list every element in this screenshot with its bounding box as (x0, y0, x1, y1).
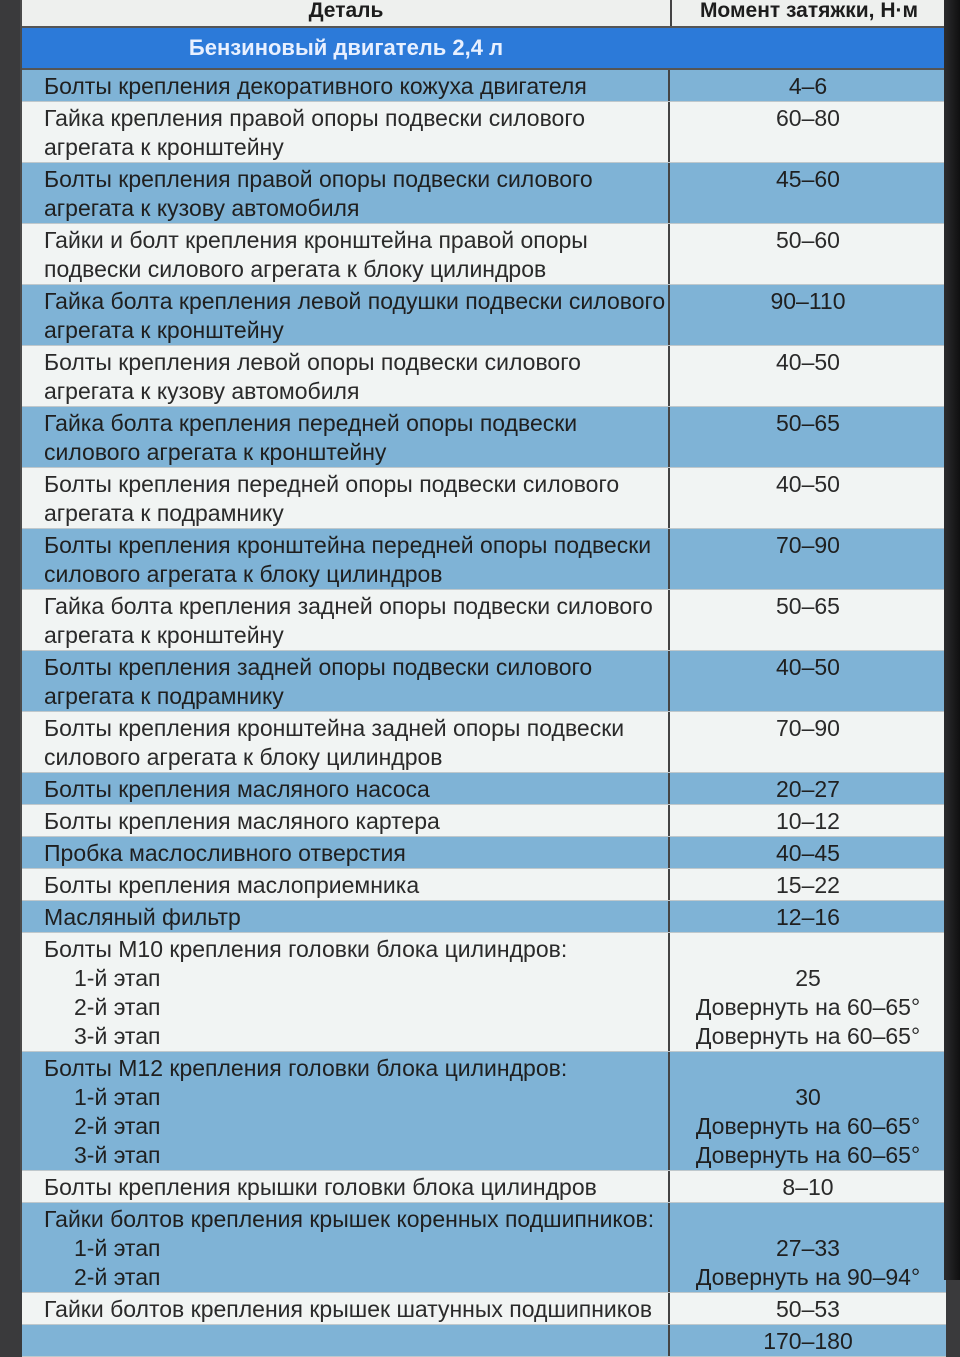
detail-line: 3-й этап (74, 1023, 161, 1049)
table-row (22, 468, 946, 529)
table-row (22, 407, 946, 468)
torque-cell (670, 468, 946, 528)
detail-line: агрегата к подрамнику (44, 683, 284, 709)
torque-cell (670, 837, 946, 868)
detail-line: Болты крепления кронштейна задней опоры подвески (44, 715, 625, 741)
detail-line: Болты крепления кронштейна передней опоры подвески (44, 532, 652, 558)
torque-cell (670, 1171, 946, 1202)
table-row (22, 285, 946, 346)
detail-cell (22, 224, 670, 284)
table-row (22, 1293, 946, 1325)
torque-value: 30 (795, 1084, 821, 1110)
detail-line: силового агрегата к блоку цилиндров (44, 561, 443, 587)
detail-line: Болты крепления масляного картера (44, 808, 440, 834)
torque-value: 170–180 (763, 1328, 853, 1354)
detail-line (44, 1327, 668, 1356)
torque-cell (670, 651, 946, 711)
detail-line: Гайки болтов крепления крышек коренных подшипников: (44, 1206, 655, 1232)
torque-cell (670, 70, 946, 101)
torque-value: 60–80 (776, 105, 840, 131)
table-row (22, 933, 946, 1052)
torque-value: 40–50 (776, 471, 840, 497)
table-row (22, 224, 946, 285)
detail-line: Болты крепления крышки головки блока цилиндров (44, 1174, 597, 1200)
table-row (22, 901, 946, 933)
torque-cell (670, 285, 946, 345)
detail-line: подвески силового агрегата к блоку цилиндров (44, 256, 547, 282)
detail-cell (22, 1293, 670, 1324)
detail-line: Болты крепления декоративного кожуха двигателя (44, 73, 587, 99)
torque-value: 70–90 (776, 715, 840, 741)
detail-line: силового агрегата к кронштейну (44, 439, 387, 465)
detail-line: силового агрегата к блоку цилиндров (44, 744, 443, 770)
torque-value: 25 (795, 965, 821, 991)
detail-line: Болты М10 крепления головки блока цилиндров: (44, 936, 568, 962)
detail-line: 2-й этап (74, 1113, 161, 1139)
torque-value: Довернуть на 60–65° (695, 1142, 921, 1168)
torque-value: Довернуть на 60–65° (695, 994, 921, 1020)
detail-line: Масляный фильтр (44, 904, 241, 930)
table-row (22, 1325, 946, 1357)
torque-value: 15–22 (776, 872, 840, 898)
torque-cell (670, 869, 946, 900)
column-header-detail: Деталь (22, 0, 672, 26)
detail-cell (22, 285, 670, 345)
screen-bezel (944, 0, 960, 1280)
torque-table-page (20, 0, 946, 1354)
torque-value: 40–45 (776, 840, 840, 866)
detail-line: Болты крепления масляного насоса (44, 776, 430, 802)
detail-cell (22, 837, 670, 868)
detail-line: Болты крепления задней опоры подвески силового (44, 654, 593, 680)
detail-cell (22, 805, 670, 836)
detail-line: Гайка болта крепления передней опоры подвески (44, 410, 578, 436)
table-body (22, 70, 946, 1357)
detail-line: агрегата к кузову автомобиля (44, 195, 360, 221)
torque-value: 70–90 (776, 532, 840, 558)
table-row (22, 102, 946, 163)
detail-cell (22, 869, 670, 900)
detail-line: агрегата к кузову автомобиля (44, 378, 360, 404)
torque-value: 40–50 (776, 349, 840, 375)
torque-value: Довернуть на 60–65° (695, 1113, 921, 1139)
torque-cell (670, 712, 946, 772)
torque-value: 50–65 (776, 410, 840, 436)
detail-line: 1-й этап (74, 1084, 161, 1110)
detail-cell (22, 1171, 670, 1202)
torque-value: 50–60 (776, 227, 840, 253)
detail-cell (22, 468, 670, 528)
torque-value: 40–50 (776, 654, 840, 680)
torque-value: 20–27 (776, 776, 840, 802)
detail-cell (22, 102, 670, 162)
torque-cell (670, 773, 946, 804)
table-row (22, 869, 946, 901)
torque-cell (670, 163, 946, 223)
table-row (22, 1203, 946, 1293)
detail-cell (22, 407, 670, 467)
torque-value: 90–110 (770, 288, 846, 314)
table-row (22, 346, 946, 407)
column-header-torque: Момент затяжки, Н·м (699, 0, 919, 22)
detail-line: 3-й этап (74, 1142, 161, 1168)
detail-line: Гайки и болт крепления кронштейна правой опоры (44, 227, 588, 253)
torque-value: 27–33 (776, 1235, 840, 1261)
torque-value: 8–10 (782, 1174, 834, 1200)
detail-cell (22, 773, 670, 804)
torque-cell (670, 901, 946, 932)
table-row (22, 712, 946, 773)
torque-cell (670, 933, 946, 1051)
torque-value: 50–53 (776, 1296, 840, 1322)
torque-cell (670, 1203, 946, 1292)
torque-value: 4–6 (788, 73, 828, 99)
detail-line: Гайка крепления правой опоры подвески силового (44, 105, 585, 131)
torque-value: Довернуть на 90–94° (695, 1264, 921, 1290)
detail-cell (22, 70, 670, 101)
detail-line: 1-й этап (74, 1235, 161, 1261)
detail-line: агрегата к кронштейну (44, 317, 284, 343)
torque-cell (670, 590, 946, 650)
table-header (22, 0, 946, 28)
table-row (22, 837, 946, 869)
table-row (22, 590, 946, 651)
torque-cell (670, 407, 946, 467)
detail-cell (22, 1203, 670, 1292)
detail-line: агрегата к подрамнику (44, 500, 284, 526)
table-row (22, 70, 946, 102)
torque-cell (670, 1052, 946, 1170)
torque-cell (670, 224, 946, 284)
table-row (22, 163, 946, 224)
detail-cell (22, 1325, 670, 1356)
detail-cell (22, 1052, 670, 1170)
detail-cell (22, 712, 670, 772)
torque-value: 10–12 (776, 808, 840, 834)
torque-cell (670, 1293, 946, 1324)
torque-cell (670, 529, 946, 589)
table-row (22, 1052, 946, 1171)
detail-line: Гайки болтов крепления крышек шатунных подшипников (44, 1296, 653, 1322)
table-row (22, 773, 946, 805)
detail-line: Гайка болта крепления левой подушки подвески силового (44, 288, 666, 314)
detail-line: Гайка болта крепления задней опоры подвески силового (44, 593, 653, 619)
table-row (22, 529, 946, 590)
detail-line: 1-й этап (74, 965, 161, 991)
torque-cell (670, 805, 946, 836)
detail-line: Болты крепления левой опоры подвески силового (44, 349, 581, 375)
detail-cell (22, 651, 670, 711)
detail-line: агрегата к кронштейну (44, 134, 284, 160)
detail-line: агрегата к кронштейну (44, 622, 284, 648)
detail-line: 2-й этап (74, 994, 161, 1020)
torque-cell (670, 346, 946, 406)
detail-cell (22, 346, 670, 406)
torque-value: 12–16 (776, 904, 840, 930)
table-row (22, 805, 946, 837)
torque-value (670, 935, 946, 964)
section-header (22, 28, 946, 70)
table-row (22, 651, 946, 712)
detail-line: 2-й этап (74, 1264, 161, 1290)
torque-value (670, 1205, 946, 1234)
torque-value: 45–60 (776, 166, 840, 192)
detail-cell (22, 529, 670, 589)
detail-cell (22, 901, 670, 932)
torque-cell (670, 1325, 946, 1356)
detail-line: Пробка маслосливного отверстия (44, 840, 406, 866)
section-title: Бензиновый двигатель 2,4 л (188, 35, 504, 60)
torque-value: 50–65 (776, 593, 840, 619)
torque-value: Довернуть на 60–65° (695, 1023, 921, 1049)
detail-line: Болты крепления маслоприемника (44, 872, 420, 898)
torque-value (670, 1054, 946, 1083)
detail-line: Болты крепления передней опоры подвески силового (44, 471, 620, 497)
detail-cell (22, 590, 670, 650)
torque-cell (670, 102, 946, 162)
table-row (22, 1171, 946, 1203)
detail-cell (22, 163, 670, 223)
detail-line: Болты М12 крепления головки блока цилиндров: (44, 1055, 568, 1081)
detail-cell (22, 933, 670, 1051)
detail-line: Болты крепления правой опоры подвески силового (44, 166, 593, 192)
